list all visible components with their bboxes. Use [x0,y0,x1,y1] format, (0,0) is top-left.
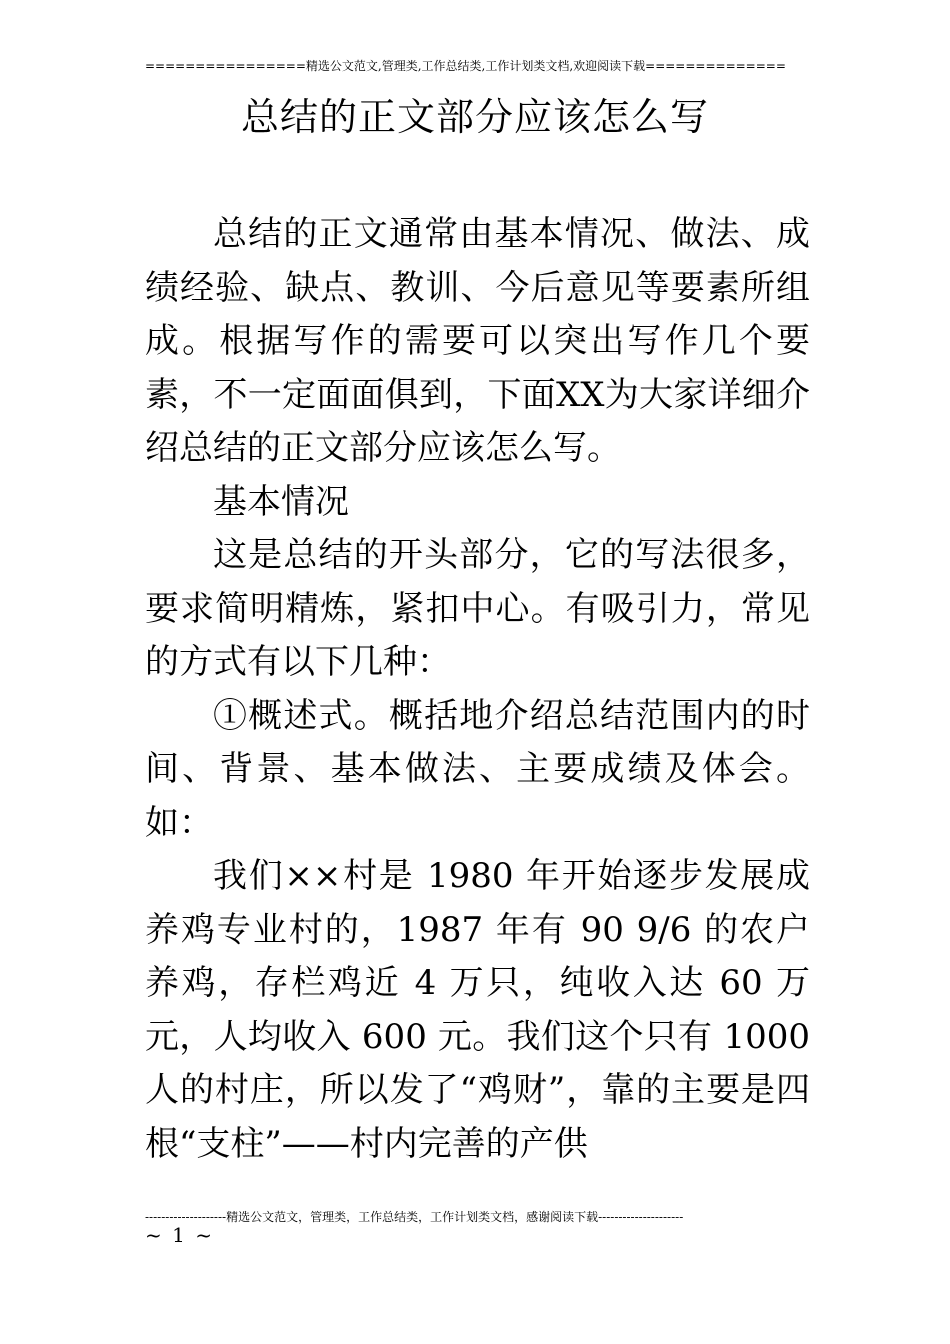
paragraph-example: 我们××村是 1980 年开始逐步发展成养鸡专业村的，1987 年有 90 9/6 的农户养鸡，存栏鸡近 4 万只，纯收入达 60 万元，人均收入 600 元。我们这个只有 1000 人的村庄，所以发了“鸡财”，靠的主要是四根“支柱”——村内完善的产供 [145,856,810,1164]
page-number: ~ 1 ~ [145,1223,214,1247]
paragraph-summary-style: ①概述式。概括地介绍总结范围内的时间、背景、基本做法、主要成绩及体会。如： [145,695,810,843]
document-title: 总结的正文部分应该怎么写 [240,95,709,139]
paragraph-intro: 总结的正文通常由基本情况、做法、成绩经验、缺点、教训、今后意见等要素所组成。根据写作的需要可以突出写作几个要素，不一定面面俱到，下面XX为大家详细介绍总结的正文部分应该怎么写。 [145,214,810,468]
document-body [145,208,810,1171]
header-banner: ================精选公文范文,管理类,工作总结类,工作计划类文档,欢迎阅读下载============== [145,59,786,73]
paragraph-opening-description: 这是总结的开头部分，它的写法很多，要求简明精炼，紧扣中心。有吸引力，常见的方式有以下几种： [145,535,810,682]
footer-banner: --------------------精选公文范文，管理类，工作总结类，工作计划类文档，感谢阅读下载--------------------- [145,1210,684,1224]
section-heading-basic-situation: 基本情况 [213,481,349,522]
